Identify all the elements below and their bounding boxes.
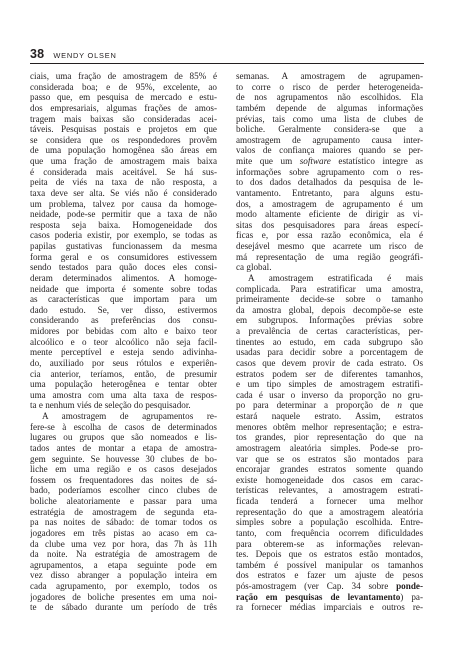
- line-text: amostragem aleatória simples. Pode-se pro-: [236, 442, 423, 453]
- line-text: complicada. Para estratificar uma amostra,: [236, 283, 423, 294]
- text-line: [236, 400, 423, 411]
- text-line: [236, 369, 423, 380]
- line-text: uma amostra com uma alta taxa de respos-: [30, 389, 217, 400]
- line-text: ra fornecer médias imparciais e outros re-: [236, 602, 423, 613]
- text-line: [236, 464, 423, 475]
- line-text: considerando as preferências dos consu-: [30, 315, 217, 326]
- line-text: pa nas noites de sábado: de tomar todos os: [30, 517, 217, 528]
- line-text: A amostragem estratificada é mais: [248, 272, 423, 283]
- text-line: [236, 539, 423, 550]
- text-line: [30, 443, 217, 454]
- line-text: tos grandes, pior representação do que na: [236, 432, 423, 443]
- line-text: papilas gustativas funcionassem da mesma: [30, 241, 217, 251]
- line-text: peita de viés na taxa de não resposta, a: [30, 177, 217, 188]
- text-line: [30, 485, 217, 496]
- line-text: menores obtêm melhor representação; e estra-: [236, 421, 423, 432]
- text-line: [30, 475, 217, 486]
- line-text: primeiramente decide-se sobre o tamanho: [236, 294, 423, 305]
- line-text: dos estratos e fazer um ajuste de pesos: [236, 570, 423, 581]
- header-rule: [30, 63, 424, 64]
- text-line: [30, 230, 217, 241]
- text-line: [30, 379, 217, 390]
- line-text: taxa deve ser alta. Se viés não é considerado: [30, 187, 217, 198]
- line-text: casos poderia existir, por exemplo, se todas as: [30, 230, 217, 241]
- text-line: [236, 177, 423, 188]
- line-text: passo que, em pesquisa de mercado e estu-: [30, 92, 217, 103]
- line-text: da noite. Na estratégia de amostragem de: [30, 549, 217, 560]
- line-text: também é possível manipular os tamanhos: [236, 559, 423, 570]
- text-line: [30, 156, 217, 167]
- line-text: boliche aleatoriamente e passar para uma: [30, 496, 217, 506]
- line-text: estatístico integre as: [330, 156, 423, 166]
- text-line: [30, 400, 217, 411]
- line-text: dos, a amostragem de agrupamento é um: [236, 198, 423, 209]
- line-text: representação do que a amostragem aleatória: [236, 506, 423, 517]
- line-text: to corre o risco de perder heterogeneida-: [236, 81, 423, 92]
- text-line: [236, 549, 423, 560]
- text-line: [236, 156, 423, 167]
- line-text: tanto, com frequência ocorrem dificuldades: [236, 527, 423, 538]
- text-line: [236, 220, 423, 231]
- text-line: [236, 114, 423, 125]
- line-text: que uma fração de amostragem mais baixa: [30, 156, 217, 166]
- text-line: [30, 177, 217, 188]
- text-line: [236, 337, 423, 348]
- text-line: [30, 209, 217, 220]
- line-text: to dos dados detalhados da pesquisa de le-: [236, 177, 423, 188]
- line-text: estará naquele estrato. Assim, estratos: [236, 411, 423, 421]
- line-text: semanas. A amostragem de agrupamen-: [236, 71, 423, 81]
- text-line: [30, 549, 217, 560]
- text-line: [236, 124, 423, 135]
- text-line: [236, 92, 423, 103]
- line-text: uma população heterogênea e tentar obter: [30, 379, 217, 390]
- text-line: [30, 496, 217, 507]
- italic-term: n: [397, 400, 402, 411]
- text-line: [30, 114, 217, 125]
- text-line: [236, 411, 423, 422]
- line-text: tados antes de montar a etapa de amostra-: [30, 442, 217, 453]
- line-text: estratégia de amostragem de segunda eta-: [30, 506, 217, 517]
- line-text: ta e nenhum viés de seleção do pesquisador.: [30, 400, 191, 411]
- line-text: lugares ou grupos que são nomeados e lis-: [30, 432, 217, 443]
- line-text: as características que importam para um: [30, 294, 217, 305]
- text-line: [30, 71, 217, 82]
- text-line: [236, 570, 423, 581]
- text-line: [236, 507, 423, 518]
- line-text: tinentes ao estudo, em cada subgrupo são: [236, 336, 423, 347]
- text-line: [236, 485, 423, 496]
- italic-term: software: [299, 156, 331, 166]
- running-head-author: WENDY OLSEN: [53, 51, 117, 60]
- line-text: ciais, uma fração de amostragem de 85% é: [30, 71, 217, 81]
- text-line: [236, 82, 423, 93]
- text-line: [30, 103, 217, 114]
- line-text: casos que devem provir de cada estrato. Os: [236, 357, 423, 368]
- text-line: [236, 315, 423, 326]
- line-text: do, auxiliado por seus rótulos e experiên-: [30, 357, 217, 368]
- text-line: [30, 82, 217, 93]
- text-line: [236, 135, 423, 146]
- text-line: [30, 124, 217, 135]
- text-line: [236, 241, 423, 252]
- line-text: má representação de uma região geográfi-: [236, 251, 423, 262]
- text-line: [236, 592, 423, 603]
- text-line: [236, 581, 423, 592]
- line-text: jogadores em três pistas ao acaso em ca-: [30, 527, 217, 538]
- text-line: [236, 443, 423, 454]
- line-text: mente perceptível e esteja sendo adivinha-: [30, 347, 217, 358]
- line-text: deram determinados alimentos. A homoge-: [30, 272, 217, 283]
- line-text: midores por bebidas com alto e baixo teor: [30, 326, 217, 336]
- text-line: [236, 454, 423, 465]
- line-text: liche em uma região e os casos desejados: [30, 464, 217, 475]
- text-line: [236, 390, 423, 401]
- text-line: [236, 103, 423, 114]
- line-text: cia anterior, teríamos, então, de presumir: [30, 368, 217, 379]
- text-line: [236, 358, 423, 369]
- text-line: [30, 305, 217, 316]
- running-header: [30, 47, 117, 61]
- text-line: [30, 262, 217, 273]
- line-text: ficada tenderá a fornecer uma melhor: [236, 496, 423, 506]
- text-line: [30, 167, 217, 178]
- text-line: [30, 326, 217, 337]
- text-line: [236, 560, 423, 571]
- line-text: cada agrupamento, por exemplo, todos os: [30, 581, 217, 591]
- line-text: alcoólico e o teor alcoólico não seja facil-: [30, 336, 217, 347]
- line-text: existe homogeneidade dos casos em carac-: [236, 474, 423, 485]
- line-text: vez disso abranger a população inteira em: [30, 570, 217, 581]
- line-text: vantamento. Entretanto, para alguns estu-: [236, 187, 423, 198]
- text-line: [30, 145, 217, 156]
- text-line: [30, 581, 217, 592]
- line-text: fossem os frequentadores das noites de sá-: [30, 474, 217, 485]
- text-line: [236, 347, 423, 358]
- text-line: [236, 252, 423, 263]
- line-text: modo altamente eficiente de dirigir as vi-: [236, 209, 423, 220]
- text-line: [30, 220, 217, 231]
- line-text: resposta seja baixa. Homogeneidade dos: [30, 219, 217, 230]
- text-line: [30, 252, 217, 263]
- text-line: [30, 92, 217, 103]
- line-text: var que se os estratos são montados para: [236, 453, 423, 464]
- line-text: considerada boa; e de 95%, excelente, ao: [30, 81, 217, 92]
- text-line: [30, 539, 217, 550]
- line-text: valos de confiança maiores quando se per-: [236, 145, 423, 156]
- text-line: [236, 305, 423, 316]
- text-line: [30, 241, 217, 252]
- text-line: [236, 517, 423, 528]
- line-text: prévias, tais como uma lista de clubes de: [236, 113, 423, 124]
- text-line: [30, 315, 217, 326]
- text-line: [236, 230, 423, 241]
- text-line: [30, 560, 217, 571]
- page-number: 38: [30, 47, 45, 61]
- text-line: [236, 326, 423, 337]
- line-text: A amostragem de agrupamentos re-: [42, 411, 217, 421]
- line-text: se considera que os respondedores provêm: [30, 134, 217, 145]
- line-text: pós-amostragem (ver Cap. 34 sobre: [236, 581, 397, 591]
- text-line: [30, 422, 217, 433]
- text-line: [236, 71, 423, 82]
- text-line: [30, 294, 217, 305]
- text-line: [30, 369, 217, 380]
- text-line: [236, 199, 423, 210]
- line-text: dos empresariais, algumas frações de amos-: [30, 102, 217, 113]
- line-text: da amostra global, depois decompõe-se este: [236, 304, 423, 315]
- line-text: cada é usar o inverso da proporção no gru-: [236, 389, 423, 400]
- line-text: po para determinar a proporção de: [236, 400, 398, 411]
- text-line: [30, 347, 217, 358]
- line-text: a prevalência de certas características, per-: [236, 326, 423, 336]
- right-column: [236, 71, 423, 613]
- text-line: [236, 145, 423, 156]
- text-line: [30, 528, 217, 539]
- line-text: sitas dos pesquisadores para áreas especí-: [236, 219, 423, 230]
- line-text: mite que um: [236, 156, 300, 166]
- line-text: em subgrupos. Informações prévias sobre: [236, 315, 423, 326]
- line-text: ca global.: [236, 262, 272, 273]
- text-line: [30, 507, 217, 518]
- text-line: [30, 390, 217, 401]
- line-text: ficas e, por essa razão econômica, ela é: [236, 230, 423, 241]
- text-line: [236, 209, 423, 220]
- bold-term: ração em pesquisas de levantamento: [236, 591, 401, 602]
- text-line: [30, 284, 217, 295]
- line-text: boliche. Geralmente considera-se que a: [236, 124, 423, 135]
- text-line: [236, 475, 423, 486]
- line-text: forma geral e os consumidores estivessem: [30, 251, 217, 262]
- line-text: tes. Depois que os estratos estão montados,: [236, 549, 423, 560]
- line-text: que: [401, 400, 423, 411]
- line-text: usadas para decidir sobre a porcentagem de: [236, 347, 423, 358]
- line-text: informações sobre agrupamento com o res-: [236, 166, 423, 177]
- text-line: [30, 432, 217, 443]
- text-line: [30, 199, 217, 210]
- line-text: sendo testados para quão doces eles consi-: [30, 262, 217, 273]
- text-line: [30, 592, 217, 603]
- line-text: é considerada mais aceitável. Se há sus-: [30, 166, 217, 177]
- text-line: [30, 464, 217, 475]
- text-line: [30, 358, 217, 369]
- text-line: [30, 411, 217, 422]
- line-text: dado estudo. Se, ver disso, estivermos: [30, 304, 217, 315]
- line-text: de nos agrupamentos não escolhidos. Ela: [236, 92, 423, 103]
- text-line: [236, 294, 423, 305]
- line-text: de uma população homogênea são áreas em: [30, 145, 217, 156]
- text-line: [236, 167, 423, 178]
- line-text: táveis. Pesquisas postais e projetos em que: [30, 124, 217, 135]
- text-line: [30, 337, 217, 348]
- text-line: [236, 262, 423, 273]
- text-line: [236, 422, 423, 433]
- text-line: [236, 284, 423, 295]
- line-text: terísticas relevantes, a amostragem estrati-: [236, 485, 423, 496]
- line-text: tragem mais baixas são consideradas acei-: [30, 113, 217, 124]
- line-text: estratos podem ser de diferentes tamanhos,: [236, 368, 423, 379]
- line-text: desejável mesmo que acarrete um risco de: [236, 241, 423, 251]
- text-line: [30, 135, 217, 146]
- text-line: [236, 528, 423, 539]
- line-text: neidade, pode-se permitir que a taxa de não: [30, 209, 217, 220]
- text-line: [236, 188, 423, 199]
- text-line: [236, 496, 423, 507]
- text-line: [30, 454, 217, 465]
- line-text: gem seguinte. Se houvesse 30 clubes de bo-: [30, 453, 217, 464]
- line-text: simples sobre a população escolhida. Entre-: [236, 517, 423, 528]
- line-text: um problema, talvez por causa da homoge-: [30, 198, 217, 209]
- line-text: para obterem-se as informações relevan-: [236, 538, 423, 549]
- line-text: amostragem de agrupamento causa inter-: [236, 134, 423, 145]
- text-line: [236, 379, 423, 390]
- line-text: neidade que importa é somente sobre todas: [30, 283, 217, 294]
- left-column: [30, 71, 217, 613]
- line-text: e um tipo simples de amostragem estratifi-: [236, 379, 423, 390]
- text-line: [236, 432, 423, 443]
- line-text: da clube uma vez por hora, das 7h às 11h: [30, 538, 217, 549]
- line-text: te de sábado durante um período de três: [30, 602, 217, 613]
- text-line: [30, 188, 217, 199]
- text-line: [236, 602, 423, 613]
- line-text: bado, poderíamos escolher cinco clubes de: [30, 485, 217, 496]
- text-line: [30, 273, 217, 284]
- text-line: [30, 570, 217, 581]
- bold-term: ponde-: [396, 581, 423, 591]
- line-text: encorajar grandes estratos somente quando: [236, 464, 423, 475]
- text-line: [30, 602, 217, 613]
- text-line: [236, 273, 423, 284]
- line-text: ) pa-: [400, 591, 423, 602]
- text-line: [30, 517, 217, 528]
- line-text: também depende de algumas informações: [236, 102, 423, 113]
- line-text: agrupamentos, a etapa seguinte pode em: [30, 559, 217, 570]
- line-text: jogadores de boliche presentes em uma noi-: [30, 591, 217, 602]
- line-text: fere-se à escolha de casos de determinados: [30, 421, 217, 432]
